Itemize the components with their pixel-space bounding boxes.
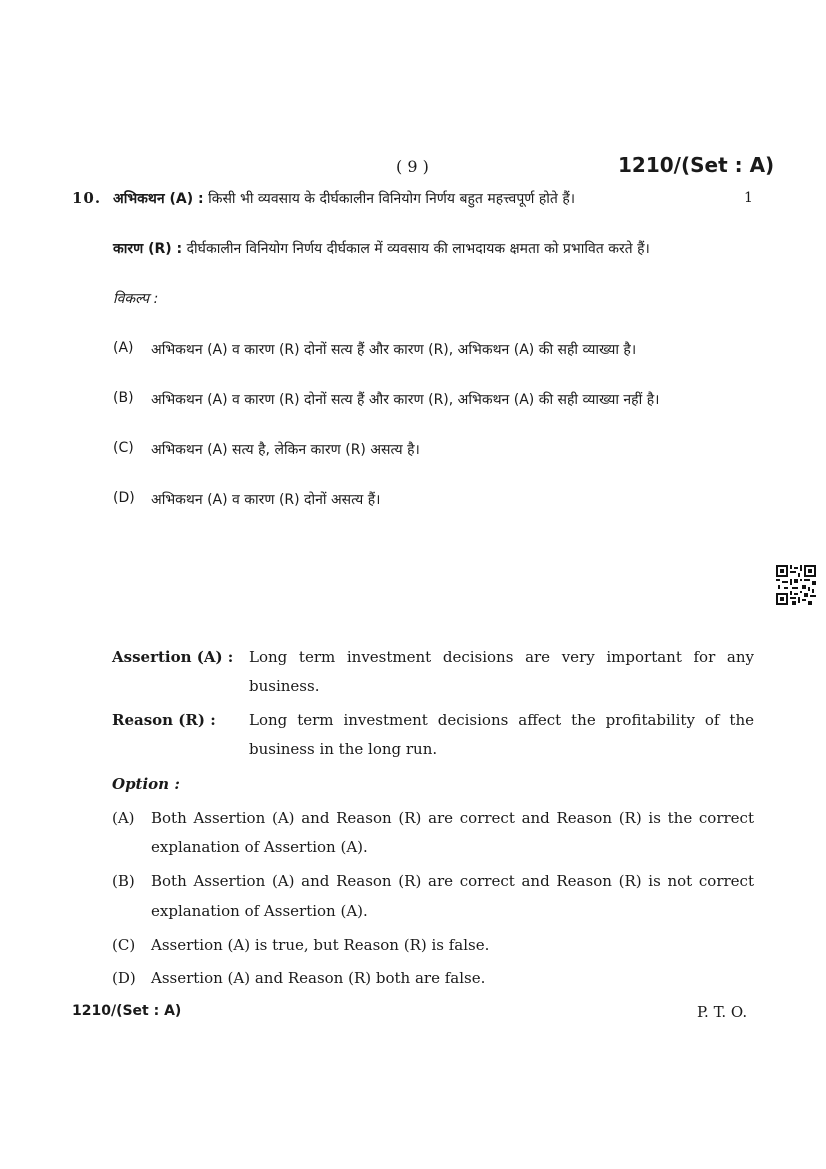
english-option-d-line1: Assertion (A) and Reason (R) both are false.	[151, 969, 486, 987]
hindi-option-d-text: अभिकथन (A) व कारण (R) दोनों असत्य हैं।	[151, 492, 381, 508]
english-option-a-line1: Both Assertion (A) and Reason (R) are correct and Reason (R) is the correct	[151, 809, 754, 827]
english-reason-line2: business in the long run.	[249, 740, 438, 758]
english-options-label: Option :	[112, 775, 180, 793]
pto-label: P. T. O.	[697, 1003, 748, 1021]
qr-code-icon	[776, 565, 816, 605]
hindi-option-d-key: (D)	[113, 490, 135, 506]
hindi-option-b-text: अभिकथन (A) व कारण (R) दोनों सत्य हैं और कारण (R), अभिकथन (A) की सही व्याख्या नहीं है।	[151, 392, 660, 408]
english-option-c-key: (C)	[112, 936, 136, 954]
english-assertion-label: Assertion (A) :	[112, 648, 234, 666]
hindi-reason-text: दीर्घकालीन विनियोग निर्णय दीर्घकाल में व्यवसाय की लाभदायक क्षमता को प्रभावित करते हैं।	[186, 241, 650, 257]
english-option-b-line2: explanation of Assertion (A).	[151, 902, 368, 920]
english-assertion-line2: business.	[249, 677, 320, 695]
english-reason-label: Reason (R) :	[112, 711, 216, 729]
paper-code-header: 1210/(Set : A)	[618, 153, 775, 177]
hindi-option-a-key: (A)	[113, 340, 134, 356]
hindi-reason-label: कारण (R) :	[113, 241, 183, 257]
hindi-option-c-key: (C)	[113, 440, 134, 456]
question-marks: 1	[744, 190, 753, 206]
hindi-assertion-label: अभिकथन (A) :	[113, 191, 204, 207]
page-number: ( 9 )	[396, 157, 429, 176]
english-assertion-line1: Long term investment decisions are very important for any	[249, 648, 754, 666]
hindi-option-a-text: अभिकथन (A) व कारण (R) दोनों सत्य हैं और कारण (R), अभिकथन (A) की सही व्याख्या है।	[151, 342, 637, 358]
english-option-a-line2: explanation of Assertion (A).	[151, 838, 368, 856]
paper-code-footer: 1210/(Set : A)	[72, 1003, 182, 1019]
hindi-option-b-key: (B)	[113, 390, 134, 406]
question-number: 10.	[72, 189, 102, 207]
hindi-option-c-text: अभिकथन (A) सत्य है, लेकिन कारण (R) असत्य है।	[151, 442, 420, 458]
english-option-b-key: (B)	[112, 872, 135, 890]
hindi-options-label: विकल्प :	[113, 291, 159, 307]
english-option-b-line1: Both Assertion (A) and Reason (R) are correct and Reason (R) is not correct	[151, 872, 754, 890]
hindi-assertion	[113, 189, 575, 208]
english-option-c-line1: Assertion (A) is true, but Reason (R) is false.	[151, 936, 490, 954]
hindi-assertion-text: किसी भी व्यवसाय के दीर्घकालीन विनियोग निर्णय बहुत महत्त्वपूर्ण होते हैं।	[208, 191, 576, 207]
english-option-a-key: (A)	[112, 809, 135, 827]
english-reason-line1: Long term investment decisions affect the profitability of the	[249, 711, 754, 729]
hindi-reason	[113, 239, 650, 258]
english-option-d-key: (D)	[112, 969, 136, 987]
